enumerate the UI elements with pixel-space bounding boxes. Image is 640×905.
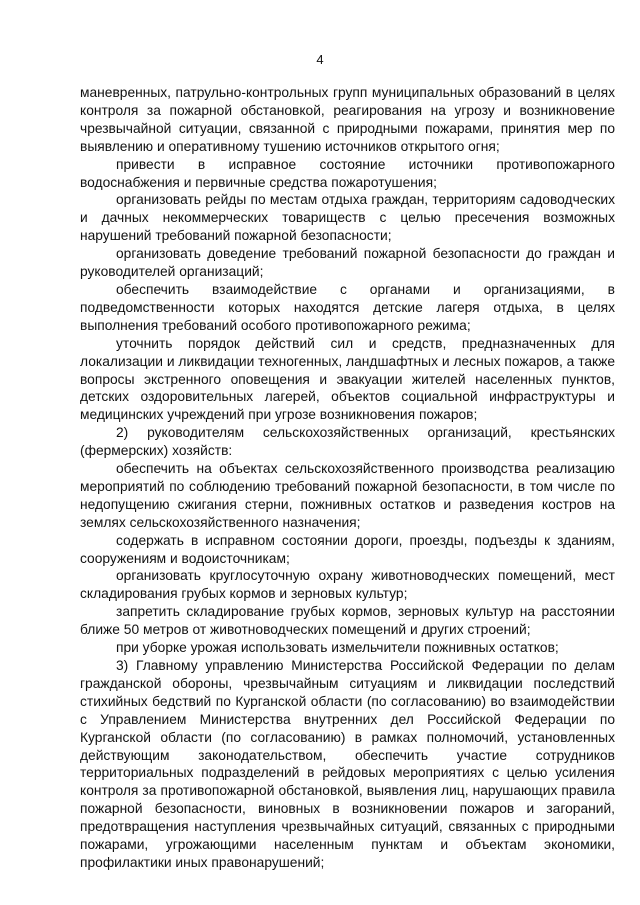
body-paragraph: привести в исправное состояние источники противопожарного водоснабжения и первичные средства пожаротушения;: [80, 156, 615, 190]
document-body: [80, 84, 615, 872]
body-paragraph: уточнить порядок действий сил и средств, предназначенных для локализации и ликвидации техногенных, ландшафтных и лесных пожаров, а также вопросы экстренного оповещения и эвакуации жителей населенных пунктов, детских оздоровительных лагерей, объектов социальной инфраструктуры и медицинских учреждений при угрозе возникновения пожаров;: [80, 335, 615, 423]
body-paragraph: содержать в исправном состоянии дороги, проезды, подъезды к зданиям, сооружениям и водоисточникам;: [80, 532, 615, 566]
body-paragraph: организовать рейды по местам отдыха граждан, территориям садоводческих и дачных некоммерческих товариществ с целью пресечения возможных нарушений требований пожарной безопасности;: [80, 192, 615, 244]
body-paragraph: маневренных, патрульно-контрольных групп муниципальных образований в целях контроля за пожарной обстановкой, реагирования на угрозу и возникновение чрезвычайной ситуации, связанной с природными пожарами, принятия мер по выявлению и оперативному тушению источников открытого огня;: [80, 85, 615, 154]
body-paragraph: 2) руководителям сельскохозяйственных организаций, крестьянских (фермерских) хозяйств:: [80, 425, 615, 459]
body-paragraph: обеспечить на объектах сельскохозяйственного производства реализацию мероприятий по соблюдению требований пожарной безопасности, в том числе по недопущению сжигания стерни, пожнивных остатков и разведения костров на землях сельскохозяйственного назначения;: [80, 461, 615, 530]
body-paragraph: запретить складирование грубых кормов, зерновых культур на расстоянии ближе 50 метров от животноводческих помещений и других строений;: [80, 604, 615, 638]
body-paragraph: организовать доведение требований пожарной безопасности до граждан и руководителей организаций;: [80, 246, 615, 280]
body-paragraph: при уборке урожая использовать измельчители пожнивных остатков;: [116, 640, 559, 656]
body-paragraph: обеспечить взаимодействие с органами и организациями, в подведомственности которых находятся детские лагеря отдыха, в целях выполнения требований особого противопожарного режима;: [80, 281, 615, 333]
body-paragraph: организовать круглосуточную охрану животноводческих помещений, мест складирования грубых кормов и зерновых культур;: [80, 568, 615, 602]
page-number: 4: [316, 52, 324, 67]
body-paragraph: 3) Главному управлению Министерства Российской Федерации по делам гражданской обороны, чрезвычайным ситуациям и ликвидации последствий стихийных бедствий по Курганской области (по согласованию) во взаимодействии с Управлением Министерства внутренних дел Российской Федерации по Курганской области (по согласованию) в рамках полномочий, установленных действующим законодательством, обеспечить участие сотрудников территориальных подразделений в рейдовых мероприятиях с целью усиления контроля за противопожарной обстановкой, выявления лиц, нарушающих правила пожарной безопасности, виновных в возникновении пожаров и загораний, предотвращения наступления чрезвычайных ситуаций, связанных с природными пожарами, угрожающими населенным пунктам и объектам экономики, профилактики иных правонарушений;: [80, 658, 615, 870]
